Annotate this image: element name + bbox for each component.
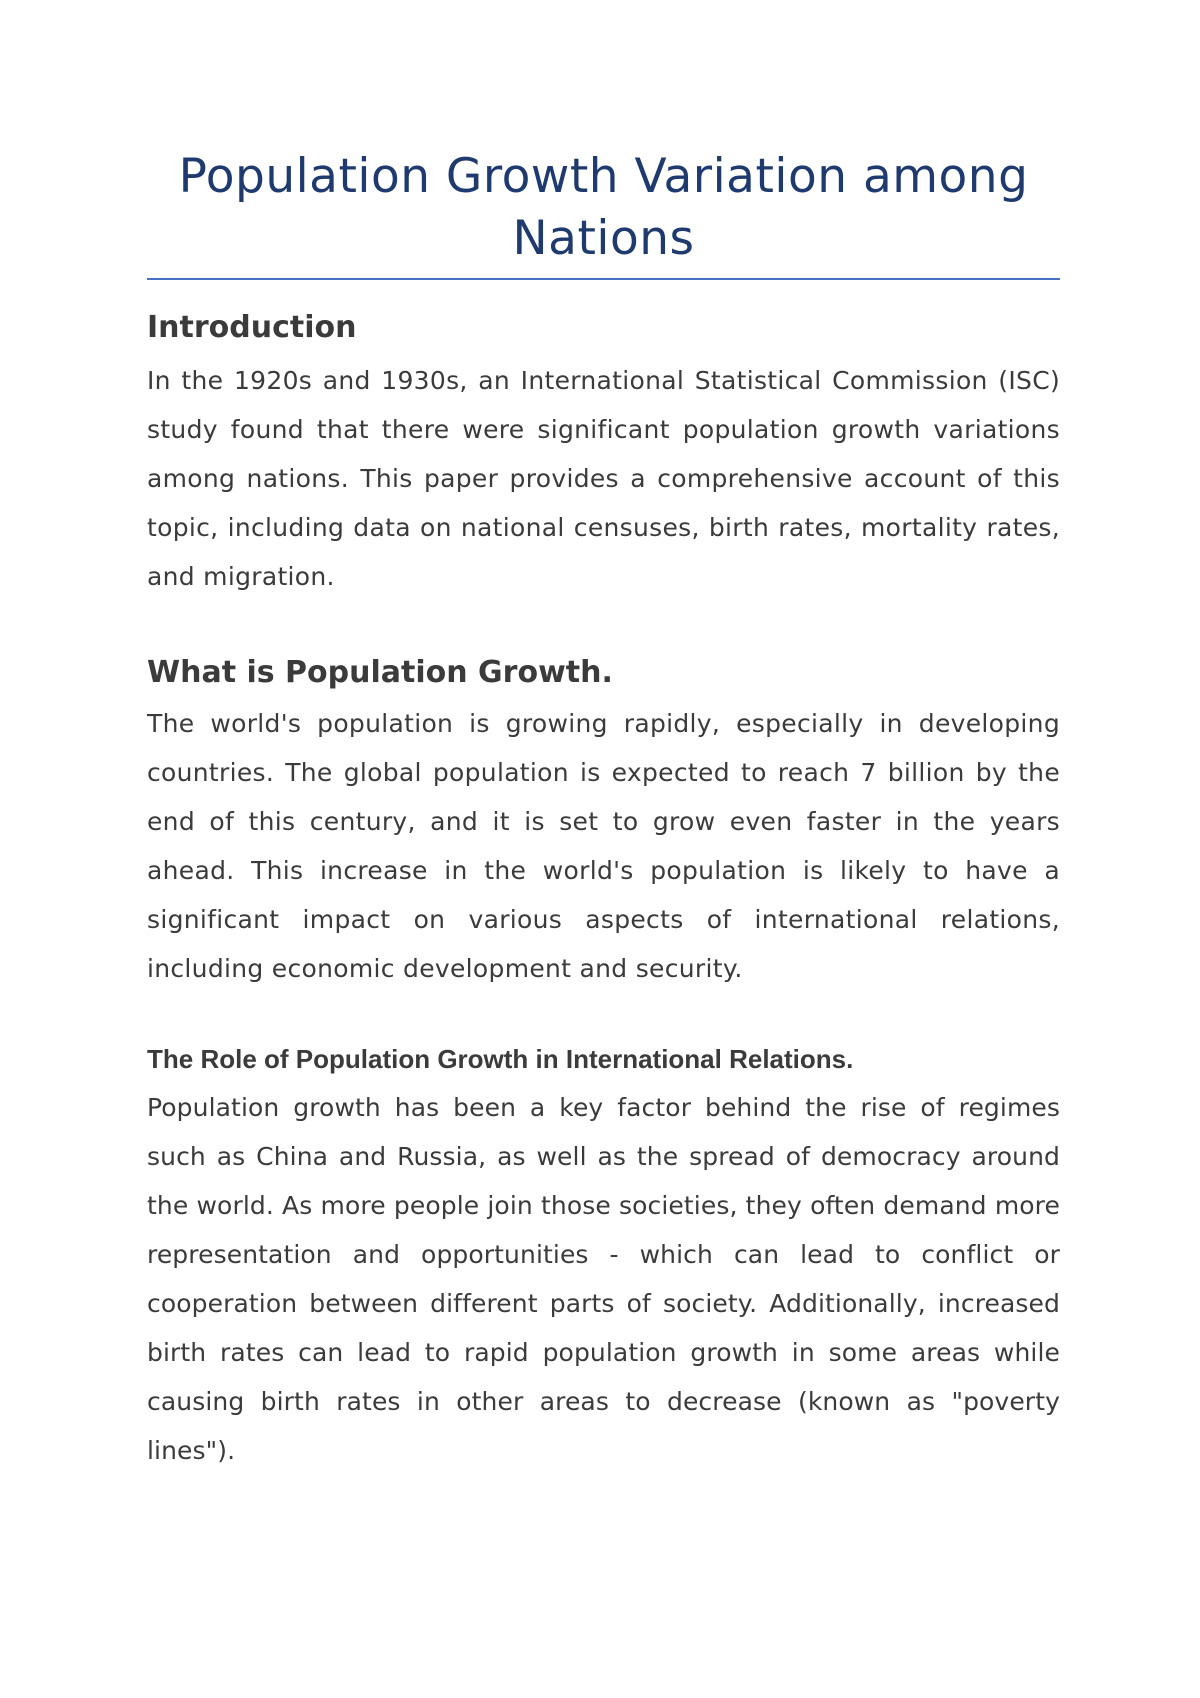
section-body-introduction: In the 1920s and 1930s, an International Statistical Commission (ISC) study found that there were significant population growth variations among nations. This paper provides a comprehensive account of this topic, including data on national censuses, birth rates, mortality rates, and migration.	[147, 366, 1060, 591]
section-heading-what-is-population-growth: What is Population Growth.	[147, 655, 613, 690]
section-body-what-is-population-growth: The world's population is growing rapidly, especially in developing countries. The global population is expected to reach 7 billion by the end of this century, and it is set to grow even faster in the years ahead. This increase in the world's population is likely to have a significant impact on various aspects of international relations, including economic development and security.	[147, 709, 1060, 983]
document-page	[147, 0, 1060, 1475]
section-heading-introduction: Introduction	[147, 310, 357, 345]
title-divider	[147, 278, 1060, 280]
section-heading-role-of-population-growth: The Role of Population Growth in International Relations.	[147, 1044, 854, 1074]
document-title: Population Growth Variation among Nations	[178, 149, 1029, 266]
section-body-role-of-population-growth: Population growth has been a key factor behind the rise of regimes such as China and Russia, as well as the spread of democracy around the world. As more people join those societies, they often demand more representation and opportunities - which can lead to conflict or cooperation between different parts of society. Additionally, increased birth rates can lead to rapid population growth in some areas while causing birth rates in other areas to decrease (known as "poverty lines").	[147, 1093, 1060, 1465]
